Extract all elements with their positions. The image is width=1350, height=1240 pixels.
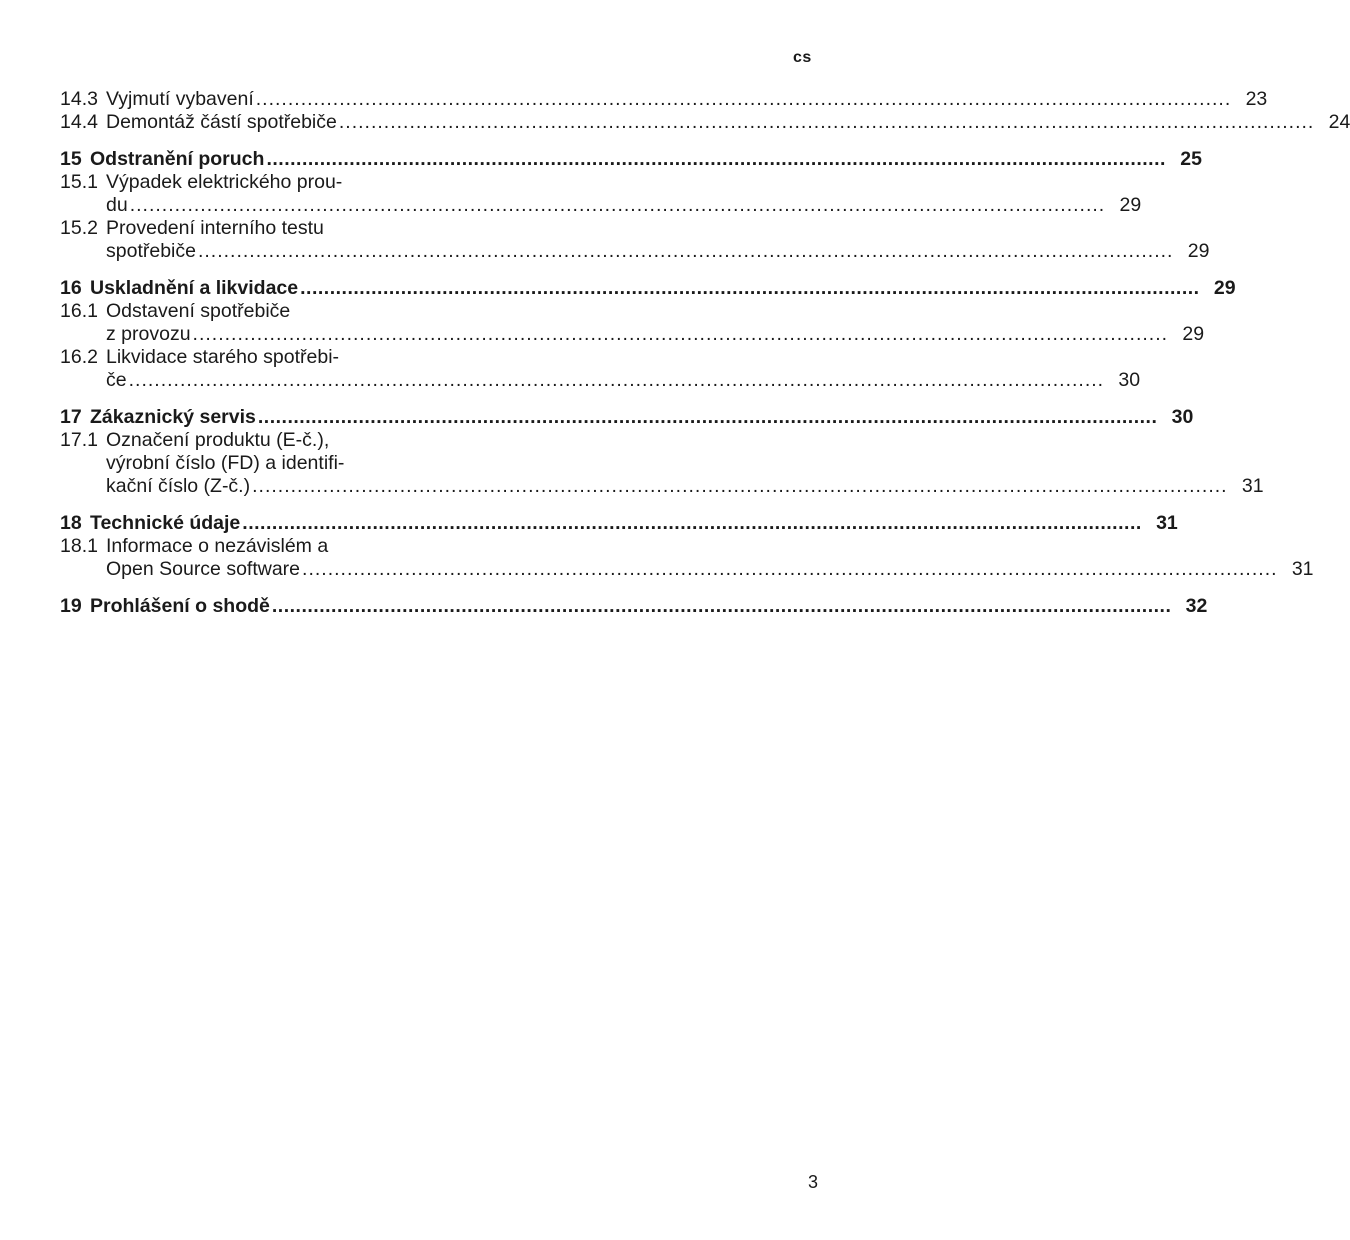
toc-chapter-page: 30: [1171, 406, 1194, 428]
toc-chapter-page: 25: [1180, 148, 1202, 170]
dot-leader: [256, 88, 1232, 111]
dot-leader: [252, 475, 1228, 498]
page-number: 3: [808, 1172, 819, 1192]
toc-group-15: [60, 148, 1210, 263]
toc-entry-title-cont: če: [106, 369, 127, 391]
toc-chapter-19[interactable]: [60, 595, 1208, 618]
toc-entry-16-2[interactable]: [60, 346, 1141, 392]
toc-entry-14-4[interactable]: [60, 111, 1350, 134]
toc-chapter-page: 29: [1213, 277, 1236, 299]
toc-entry-number: 16.2: [60, 346, 98, 368]
toc-entry-title: Vyjmutí vybavení: [106, 88, 254, 110]
toc-chapter-title: Prohlášení o shodě: [90, 595, 270, 617]
toc-chapter-number: 17: [60, 406, 82, 428]
toc-entry-title-cont: výrobní číslo (FD) a identifi-: [106, 452, 345, 474]
toc-entry-15-2[interactable]: [60, 217, 1210, 263]
toc-chapter-15[interactable]: [60, 148, 1202, 171]
toc-entry-number: 16.1: [60, 300, 98, 322]
toc-entry-14-3[interactable]: [60, 88, 1268, 111]
toc-entry-number: 14.4: [60, 111, 98, 133]
toc-entry-title: Provedení interního testu: [106, 217, 324, 239]
toc-chapter-title: Zákaznický servis: [90, 406, 256, 428]
toc-entry-page: 29: [1187, 240, 1210, 262]
dot-leader: [302, 558, 1278, 581]
dot-leader: [266, 148, 1166, 171]
toc-entry-title-cont: spotřebiče: [106, 240, 196, 262]
toc-group-16: [60, 277, 1236, 392]
dot-leader: [272, 595, 1172, 618]
toc-entry-number: 14.3: [60, 88, 98, 110]
toc-chapter-number: 15: [60, 148, 82, 170]
toc-entry-title-cont: Open Source software: [106, 558, 301, 580]
toc-chapter-16[interactable]: [60, 277, 1236, 300]
dot-leader: [258, 406, 1158, 429]
toc-entry-page: 29: [1119, 194, 1142, 216]
toc-entry-title: Odstavení spotřebiče: [106, 300, 291, 322]
toc-entry-17-1[interactable]: [60, 429, 1264, 498]
language-code: cs: [793, 49, 812, 66]
dot-leader: [129, 369, 1105, 392]
dot-leader: [130, 194, 1106, 217]
toc-chapter-page: 31: [1156, 512, 1178, 534]
toc-chapter-title: Uskladnění a likvidace: [90, 277, 299, 299]
toc-chapter-17[interactable]: [60, 406, 1194, 429]
toc-entry-title: Označení produktu (E-č.),: [106, 429, 330, 451]
toc-entry-title-cont: du: [106, 194, 128, 216]
toc-entry-number: 17.1: [60, 429, 98, 451]
table-of-contents: [60, 88, 1350, 632]
toc-entry-page: 24: [1328, 111, 1350, 133]
toc-entry-16-1[interactable]: [60, 300, 1205, 346]
toc-entry-page: 30: [1118, 369, 1141, 391]
toc-entry-page: 31: [1241, 475, 1264, 497]
toc-chapter-number: 19: [60, 595, 82, 617]
toc-group-17: [60, 406, 1264, 498]
toc-entry-page: 31: [1291, 558, 1314, 580]
toc-chapter-title: Odstranění poruch: [90, 148, 265, 170]
toc-chapter-18[interactable]: [60, 512, 1178, 535]
toc-entry-number: 15.2: [60, 217, 98, 239]
dot-leader: [300, 277, 1200, 300]
toc-entry-title: Demontáž částí spotřebiče: [106, 111, 337, 133]
dot-leader: [198, 240, 1174, 263]
toc-entry-title-cont: z provozu: [106, 323, 191, 345]
toc-entry-title: Likvidace starého spotřebi-: [106, 346, 340, 368]
toc-chapter-page: 32: [1185, 595, 1208, 617]
toc-entry-page: 23: [1245, 88, 1268, 110]
toc-entry-number: 15.1: [60, 171, 98, 193]
toc-entry-title-cont: kační číslo (Z-č.): [106, 475, 251, 497]
dot-leader: [193, 323, 1169, 346]
dot-leader: [339, 111, 1315, 134]
toc-entry-number: 18.1: [60, 535, 98, 557]
toc-entry-title: Výpadek elektrického prou-: [106, 171, 343, 193]
dot-leader: [242, 512, 1142, 535]
toc-entry-18-1[interactable]: [60, 535, 1314, 581]
toc-group-19: [60, 595, 1208, 618]
toc-chapter-number: 18: [60, 512, 82, 534]
toc-entry-title: Informace o nezávislém a: [106, 535, 329, 557]
toc-chapter-number: 16: [60, 277, 82, 299]
toc-entry-page: 29: [1182, 323, 1205, 345]
toc-entry-15-1[interactable]: [60, 171, 1142, 217]
toc-chapter-title: Technické údaje: [90, 512, 241, 534]
toc-group-14: [60, 88, 1350, 134]
toc-group-18: [60, 512, 1314, 581]
